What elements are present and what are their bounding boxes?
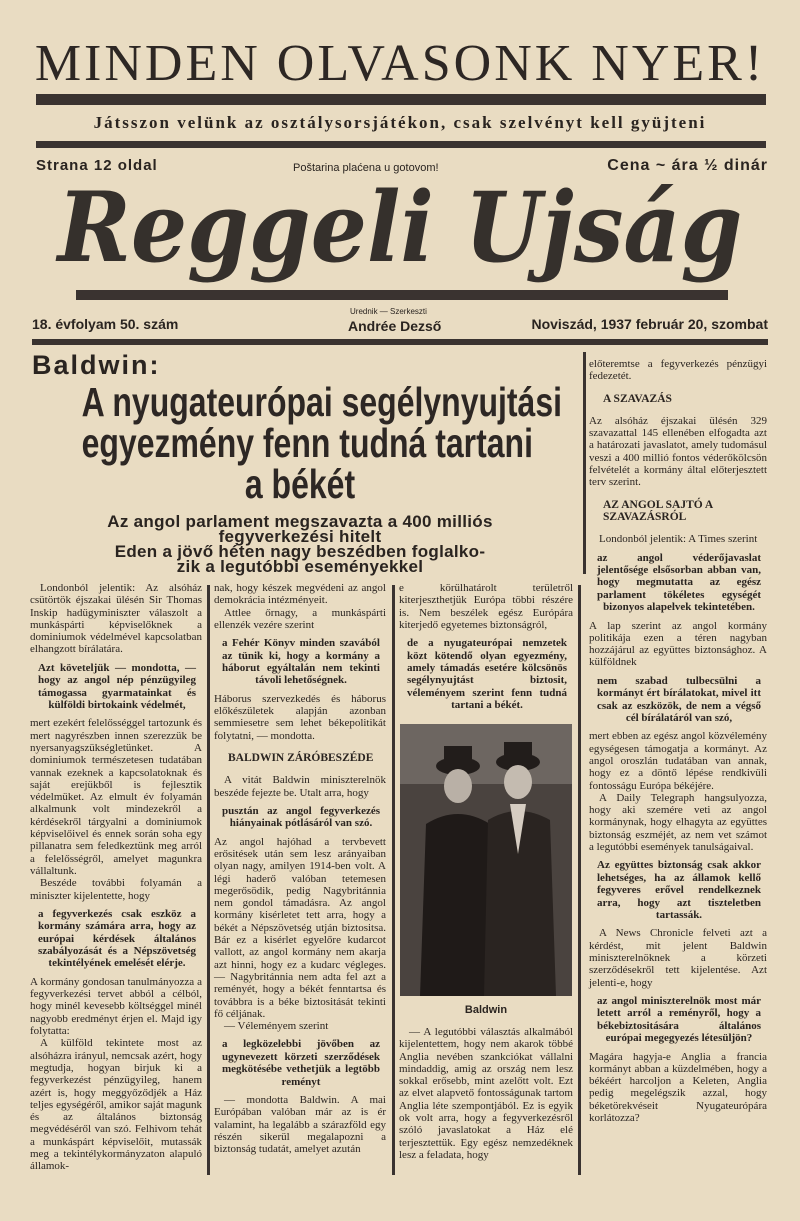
body-paragraph: — mondotta Baldwin. A mai Európában valóban már az is ér valamint, ha legalább a szárazföld egy részén sikerül megalapozni a biztonság tudatát, amelyet azután: [214, 1094, 386, 1156]
subhead-line: Eden a jövő héten nagy beszédben foglalko-: [114, 542, 486, 561]
section-heading: AZ ANGOL SAJTÓ A SZAVAZÁSRÓL: [603, 498, 713, 523]
bold-pull-paragraph: a Fehér Könyv minden szavából az tünik ki, hogy a kormány a háborut egyáltalán nem tekinti távoli lehetőségnek.: [222, 637, 380, 687]
body-paragraph: Háborus szervezkedés és háborus előkészületek alapján azonban semmiesetre sem lehet békepolitikát folytatni, — mondotta.: [214, 692, 386, 742]
article-subheads: [20, 514, 580, 574]
article-column-3: [399, 582, 573, 1161]
article-headline: [20, 379, 580, 507]
body-paragraph: — A legutóbbi választás alkalmából kijelentettem, hogy nem akarok többé Anglia nevében szankciókat vállalni mindaddig, amig az ország nem lesz sokkal erősebb, mint azelőtt volt. Ezt az elvet alapvető fontosságunak tartom Anglia léte szempontjából. Ez is egyik ok volt arra, hogy a fegyverkezésről szóló javaslatokat a Ház elé terjesztettük. Egy egész nemzedéknek lesz a feladata, hogy: [399, 1025, 573, 1161]
baldwin-photo: [400, 724, 572, 996]
price: Cena ~ ára ½ dinár: [607, 157, 768, 174]
headline-line: a békét: [244, 461, 356, 507]
newspaper-title: Reggeli Ujság: [57, 171, 743, 284]
article-column-2: [214, 582, 386, 1156]
body-paragraph: A vitát Baldwin miniszterelnök beszéde fejezte be. Utalt arra, hogy: [214, 774, 386, 799]
body-paragraph: e körülhatárolt területről kiterjeszthetjük Európa többi részére is. Nem beszélek egész Európára kiterjedő egyetemes biztonságról,: [399, 582, 573, 631]
subhead-line: zik a legutóbbi eseményekkel: [176, 557, 424, 576]
headline-line: A nyugateurópai segélynyujtási: [81, 379, 563, 425]
column-rule: [392, 585, 395, 1175]
body-paragraph: Az angol hajóhad a tervbevett erősitések után sem lesz arányaiban olyan nagy, amilyen 1914-ben volt. A légi haderő valóban tetemesen megerősödik, pedig Nagybritánnia nem gondol támadásra. Az angol kormány kisérletet tett arra, hogy a békét a Népszövetség utján biztositsa. Bár ez a kisérlet egyelőre kudarcot vallott, az angol kormány nem akarja azt hinni, hogy ez a kudarc végleges. — Nagybritánnia nem adta fel azt a reményét, hogy a békét fenntartsa és továbbra is a béke biztositását tekinti fő céljának.: [214, 835, 386, 1020]
bold-pull-paragraph: az angol miniszterelnök most már letett arról a reményről, hogy a békebiztositására általános európai megegyezés létesüljön?: [597, 994, 761, 1045]
body-paragraph: A Daily Telegraph hangsulyozza, hogy aki szemére veti az angol kormánynak, hogy elhagyta az együttes biztonság eszméjét, az nem vet számot a legutóbbi események tanulságaival.: [589, 791, 767, 854]
bold-pull-paragraph: a legközelebbi jövőben az ugynevezett körzeti szerződések megkötésébe vethetjük a legtöbb reményt: [222, 1038, 380, 1088]
editor-name: Andrée Dezső: [348, 318, 442, 334]
bold-pull-paragraph: az angol véderőjavaslat jelentősége elsősorban abban van, hogy megmutatta az egész parlament tökéletes egységét bizonyos alapelvek tekintetében.: [597, 551, 761, 614]
bold-pull-paragraph: pusztán az angol fegyverkezés hiányainak pótlásáról van szó.: [222, 804, 380, 830]
section-heading: A SZAVAZÁS: [603, 392, 672, 405]
body-paragraph: előteremtse a fegyverkezés pénzügyi fedezetét.: [589, 358, 767, 383]
divider: [36, 141, 766, 148]
headline-line: egyezmény fenn tudná tartani: [81, 420, 533, 466]
body-paragraph: nak, hogy készek megvédeni az angol demokrácia intézményeit.: [214, 582, 386, 607]
bold-pull-paragraph: de a nyugateurópai nemzetek közt kötendő olyan egyezmény, amely támadás esetére kölcsönös segélynyujtást biztosit, véleményem szerint fenn tudná tartani a békét.: [407, 637, 567, 712]
dateline: Noviszád, 1937 február 20, szombat: [531, 316, 768, 332]
issue-number: 18. évfolyam 50. szám: [32, 316, 179, 332]
bold-pull-paragraph: nem szabad tulbecsülni a kormányt ért bírálatokat, mivel itt csak az eszközök, de nem a végső cél bírálatáról van szó,: [597, 674, 761, 724]
section-heading: BALDWIN ZÁRÓBESZÉDE: [228, 752, 374, 764]
column-rule: [583, 352, 586, 574]
body-paragraph: Beszéde további folyamán a miniszter kijelentette, hogy: [30, 877, 202, 902]
page-count: Strana 12 oldal: [36, 157, 158, 174]
column-rule: [207, 585, 210, 1175]
body-paragraph: Londonból jelentik: Az alsóház csütörtök éjszakai ülésén Sir Thomas Inskip hadügyminiszter válaszolt a munkáspárti képviselőknek a dominiumok védelmével kapcsolatban elhangzott bírálatára.: [30, 582, 202, 656]
divider: [36, 94, 766, 105]
body-paragraph: A kormány gondosan tanulmányozza a fegyverkezési tervet abból a célból, hogy minél kevesebb költséggel minél nagyobb eredményt érjen el. Majd igy folytatta:: [30, 975, 202, 1038]
column-rule: [578, 585, 581, 1175]
divider: [32, 339, 768, 345]
body-paragraph: mert ezekért felelősséggel tartozunk és mert nagyrészben innen szerezzük be nyersanyagszükségletünket. A dominiumok természetesen tudatában vannak ezeknek a kapcsolatoknak és saját erejükből is fejlesztik védelmüket. Az elmult év folyamán alkalmunk volt mindezekről a kérdésekről tárgyalni a dominiumok képviselőivel és ennek során soha egy pillanatra sem feledkeztünk meg arról a felelősségről, amelyet magunkra vállaltunk.: [30, 717, 202, 877]
body-paragraph: Attlee őrnagy, a munkáspárti ellenzék vezére szerint: [214, 606, 386, 631]
body-paragraph: A külföld tekintete most az alsóházra irányul, nemcsak azért, hogy megtudja, hogyan birjuk ki a fegyverkezést pénzügyileg, hanem azért is, hogy meggyőződjék a Ház teljes egységéről, amikor saját magunk és az általános biztonság megvédéséről van szó. Felhivom tehát a munkáspárt képviselőit, mutassák meg a tekintélykormányzaton alapuló államok-: [30, 1037, 202, 1173]
article-column-1: [30, 582, 202, 1173]
bold-pull-paragraph: a fegyverkezés csak eszköz a kormány számára arra, hogy az európai kérdések általános szabályozását és a Népszövetség tekintélyének emelését elérje.: [38, 907, 196, 970]
editor-label: Urednik — Szerkeszti: [350, 307, 427, 316]
masthead-slogan: MINDEN OLVASONK NYER!: [34, 35, 766, 92]
subhead-line: Az angol parlament megszavazta a 400 milliós: [107, 512, 493, 531]
body-paragraph: A News Chronicle felveti azt a kérdést, mit jelent Baldwin miniszterelnöknek a körzeti szerződésekről tett kijelentése. Azt jelenti-e, hogy: [589, 927, 767, 989]
body-paragraph: A lap szerint az angol kormány politikája ezen a téren nagyban hozzájárul az együttes biztonsághoz. A külföldnek: [589, 619, 767, 669]
body-paragraph: Az alsóház éjszakai ülésén 329 szavazattal 145 ellenében elfogadta azt a határozati javaslatot, amely tudomásul veszi a 400 millió fontos véderőkölcsön felvételét a kormány által előterjesztett terv szerint.: [589, 414, 767, 489]
postage-note: Poštarina plaćena u gotovom!: [293, 162, 439, 174]
photo-caption: Baldwin: [464, 1003, 508, 1016]
body-paragraph: Londonból jelentik: A Times szerint: [599, 533, 758, 546]
body-paragraph: Magára hagyja-e Anglia a francia kormányt abban a küzdelmében, hogy a békéért harcoljon a Keleten, Anglia pedig megelégszik azzal, hogy béketörekvéseit Nyugateurópára korlátozza?: [589, 1050, 767, 1124]
body-paragraph: mert ebben az egész angol közvélemény egységesen támogatja a kormányt. Az angol oroszlán tudatában van annak, hogy ez a döntő lépése rendkivüli fontosságu Európa békéjére.: [589, 730, 767, 792]
body-paragraph: — Véleményem szerint: [224, 1020, 329, 1033]
bold-pull-paragraph: Az együttes biztonság csak akkor lehetséges, ha az államok kellő fegyveres erővel rendelkeznek arra, hogy azt tiszteletben tartassák.: [597, 859, 761, 921]
article-column-4: [589, 358, 767, 1124]
photo-figures: [400, 724, 572, 996]
masthead-sub-slogan: Játsszon velünk az osztálysorsjátékon, csak szelvényt kell gyüjteni: [93, 113, 707, 132]
divider: [76, 290, 728, 300]
subhead-line: fegyverkezési hitelt: [218, 527, 382, 546]
article-kicker: Baldwin:: [32, 350, 161, 380]
bold-pull-paragraph: Azt követeljük — mondotta, — hogy az angol nép pénzügyileg támogassa gyarmatainkat és külföldi birtokaink védelmét,: [38, 661, 196, 711]
